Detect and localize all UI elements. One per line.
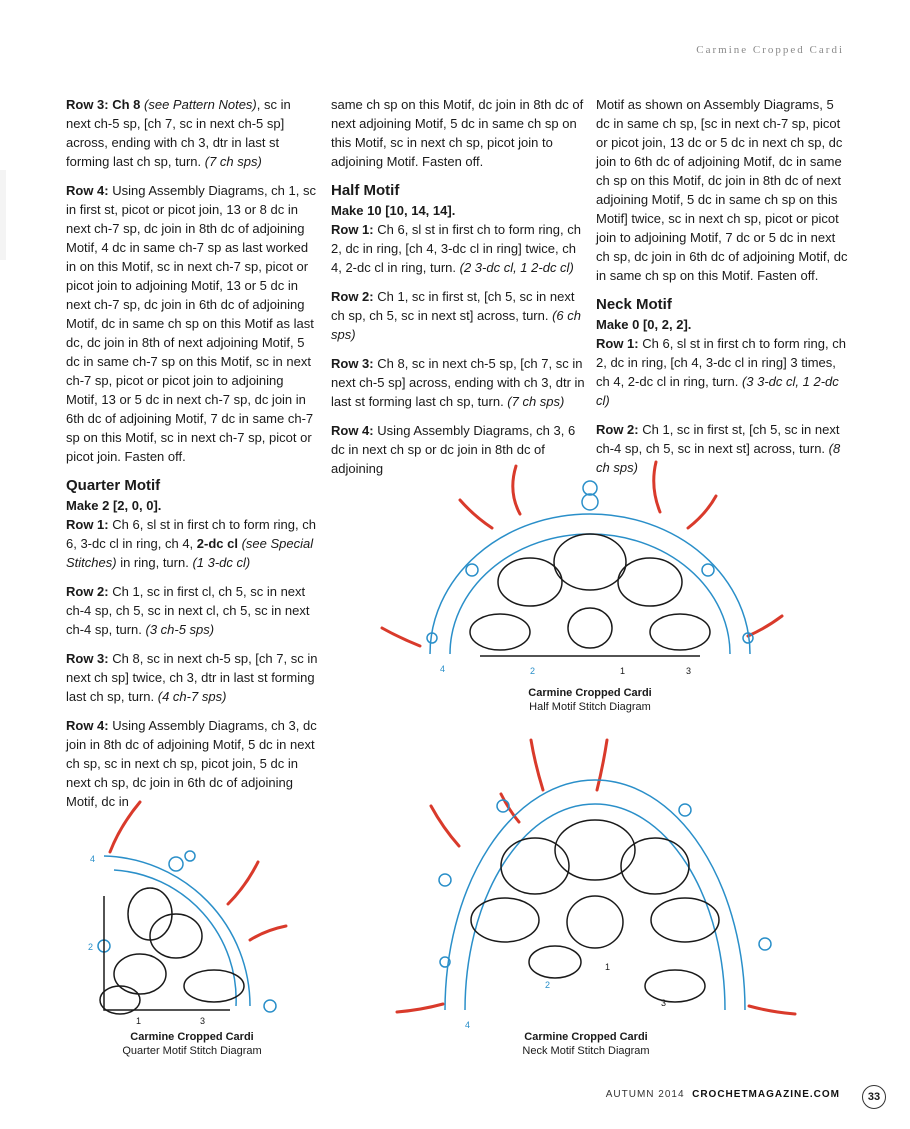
- arrow: [749, 1006, 795, 1014]
- diagram-arrows: [110, 802, 286, 940]
- continued-paragraph: same ch sp on this Motif, dc join in 8th dc of next adjoining Motif, 5 dc in same ch sp on this Motif, sc in next ch sp, picot join to adjoining Motif. Fasten off.: [331, 97, 584, 169]
- row-number: 1: [136, 1016, 142, 1026]
- row-label: Row 1:: [596, 336, 639, 351]
- page-number: 33: [862, 1085, 886, 1109]
- section-title-quarter: Quarter Motif: [66, 477, 161, 494]
- section-title-neck: Neck Motif: [596, 296, 672, 313]
- website-link[interactable]: CROCHETMAGAZINE.COM: [692, 1089, 840, 1100]
- row-text: Ch 1, sc in first st, [ch 5, sc in next ch sp, ch 5, sc in next st] across, turn.: [331, 289, 575, 323]
- arrow: [110, 802, 140, 852]
- diagram-inner-rounds: [471, 820, 719, 1002]
- half-motif-caption: [480, 686, 700, 714]
- row-label: Row 2:: [596, 422, 639, 437]
- row-label: Row 3:: [331, 356, 374, 371]
- arrow: [228, 862, 258, 904]
- arrow: [501, 794, 519, 822]
- caption-subtitle: Half Motif Stitch Diagram: [529, 701, 651, 713]
- note-ref: (see Special Stitches): [66, 536, 314, 570]
- diagram-arrows: [382, 462, 782, 646]
- row-number: 2: [530, 666, 536, 676]
- note-ref: (see Pattern Notes): [144, 97, 257, 112]
- h-row3-paragraph: [331, 354, 585, 411]
- stitch-count: (2 3-dc cl, 1 2-dc cl): [459, 260, 574, 275]
- diagram-outer-round: [439, 780, 771, 1010]
- make-count: Make 0 [0, 2, 2].: [596, 317, 692, 332]
- half-motif-stitch-diagram: [370, 452, 810, 682]
- row-number: 3: [686, 666, 692, 676]
- stitch-count: (8 ch sps): [596, 441, 841, 475]
- caption-title: Carmine Cropped Cardi: [528, 687, 652, 699]
- column-3: [596, 95, 850, 487]
- row-number: 2: [545, 980, 551, 990]
- row-lead: Ch 8: [108, 97, 145, 112]
- row-label: Row 4:: [66, 183, 109, 198]
- stitch-count: (6 ch sps): [331, 308, 581, 342]
- row-number: 4: [465, 1020, 471, 1030]
- margin-tab: [0, 170, 6, 260]
- h-row1-paragraph: [331, 220, 585, 277]
- arrow: [748, 616, 782, 636]
- row-text: Ch 8, sc in next ch-5 sp, [ch 7, sc in next ch sp] twice, ch 3, dtr in last st forming last ch sp, turn.: [66, 651, 318, 704]
- issue-label: AUTUMN 2014: [605, 1089, 685, 1100]
- row-label: Row 2:: [331, 289, 374, 304]
- row-label: Row 1:: [66, 517, 109, 532]
- quarter-motif-caption: [82, 1030, 302, 1058]
- q-row2-paragraph: [66, 582, 318, 639]
- row-text: in ring, turn.: [116, 555, 193, 570]
- caption-title: Carmine Cropped Cardi: [130, 1031, 254, 1043]
- diagram-outer-round: [427, 481, 753, 654]
- row-text: Ch 6, sl st in first ch to form ring, ch 2, dc in ring, [ch 4, 3-dc cl in ring] 3 times, ch 4, 2-dc cl in ring, turn.: [596, 336, 846, 389]
- caption-subtitle: Quarter Motif Stitch Diagram: [122, 1045, 262, 1057]
- row-text: Using Assembly Diagrams, ch 3, dc join in 8th dc of adjoining Motif, 5 dc in next ch sp, sc in next ch sp, picot join, 5 dc in next ch sp, dc join in 6th dc of adjoining Motif, dc in: [66, 718, 317, 809]
- continued-paragraph: Motif as shown on Assembly Diagrams, 5 dc in same ch sp, [sc in next ch-7 sp, picot or picot join, 13 dc or 5 dc in next ch sp, dc join to 6th dc of adjoining Motif, dc in same ch sp on this Motif, dc join in 8th dc of next adjoining Motif, 5 dc in same ch sp on this Motif] twice, sc in next ch sp, picot or picot join to adjoining Motif, 7 dc or 5 dc in next ch sp, dc join in 6th dc of adjoining Motif, dc in same ch sp on this Motif. Fasten off.: [596, 97, 848, 283]
- row-text: Ch 6, sl st in first ch to form ring, ch 2, dc in ring, [ch 4, 3-dc cl in ring] twice, ch 4, 2-dc cl in ring, turn.: [331, 222, 581, 275]
- neck-motif-caption: [476, 1030, 696, 1058]
- make-count: Make 10 [10, 14, 14].: [331, 203, 456, 218]
- arrow: [597, 740, 607, 790]
- arrow: [397, 1004, 443, 1012]
- quarter-motif-stitch-diagram: [80, 796, 300, 1028]
- arrow: [531, 740, 543, 790]
- h-row2-paragraph: [331, 287, 585, 344]
- page-footer: [606, 1089, 840, 1100]
- row-label: Row 3:: [66, 97, 109, 112]
- row-label: Row 1:: [331, 222, 374, 237]
- row-text: Ch 6, sl st in first ch to form ring, ch 6, 3-dc cl in ring, ch 4,: [66, 517, 316, 551]
- row-number: 1: [620, 666, 626, 676]
- arrow: [460, 500, 492, 528]
- diagram-arrows: [397, 740, 795, 1014]
- neck-motif-stitch-diagram: [385, 730, 805, 1030]
- row-number: 3: [200, 1016, 206, 1026]
- row-label: Row 4:: [331, 423, 374, 438]
- q-row1-paragraph: [66, 515, 318, 572]
- stitch-count: (7 ch sps): [507, 394, 565, 409]
- column-2: [331, 95, 585, 488]
- arrow: [382, 628, 420, 646]
- caption-title: Carmine Cropped Cardi: [524, 1031, 648, 1043]
- row-text: Ch 1, sc in first st, [ch 5, sc in next ch-4 sp, ch 5, sc in next st] across, turn.: [596, 422, 840, 456]
- section-title-half: Half Motif: [331, 182, 400, 199]
- diagram-inner-rounds: [470, 534, 710, 656]
- row-number: 1: [605, 962, 611, 972]
- row-label: Row 2:: [66, 584, 109, 599]
- row-label: Row 4:: [66, 718, 109, 733]
- make-count: Make 2 [2, 0, 0].: [66, 498, 162, 513]
- row3-paragraph: [66, 95, 318, 171]
- row-number: 2: [88, 942, 94, 952]
- row-number: 4: [90, 854, 96, 864]
- stitch-count: (7 ch sps): [204, 154, 262, 169]
- column-1: [66, 95, 318, 821]
- row-text: Using Assembly Diagrams, ch 3, 6 dc in next ch sp or dc join in 8th dc of adjoining: [331, 423, 576, 476]
- row4-paragraph: [66, 181, 318, 466]
- row-text: , sc in next ch-5 sp, [ch 7, sc in next ch-5 sp] across, ending with ch 3, dtr in last st forming last ch sp, turn.: [66, 97, 291, 169]
- row-numbers: [440, 664, 691, 676]
- arrow: [654, 462, 660, 512]
- row-label: Row 3:: [66, 651, 109, 666]
- arrow: [513, 466, 520, 514]
- stitch-count: (3 ch-5 sps): [145, 622, 215, 637]
- row-text: Ch 8, sc in next ch-5 sp, [ch 7, sc in next ch-5 sp] across, ending with ch 3, dtr in last st forming last ch sp, turn.: [331, 356, 585, 409]
- stitch-term: 2-dc cl: [196, 536, 238, 551]
- stitch-count: (1 3-dc cl): [192, 555, 251, 570]
- row-numbers: [465, 962, 666, 1030]
- stitch-count: (3 3-dc cl, 1 2-dc cl): [596, 374, 839, 408]
- arrow: [250, 926, 286, 940]
- diagram-inner-rounds: [100, 888, 244, 1014]
- arrow: [431, 806, 459, 846]
- arrow: [688, 496, 716, 528]
- row-text: Using Assembly Diagrams, ch 1, sc in first st, picot or picot join, 13 or 8 dc in next ch-7 sp, dc join in 8th dc of adjoining Motif, 4 dc in same ch-7 sp as last worked in on this Motif, sc in next ch-7 sp, picot or picot join to adjoining Motif, 13 or 5 dc in next ch-7 sp, dc join in 6th dc of adjoining Motif, dc in same ch sp on this Motif as last dc, dc join in 8th of next adjoining Motif, 5 dc in same ch-7 sp on this Motif, sc in next ch-7 sp, picot or picot join to adjoining Motif, 13 or 5 dc in next ch-7 sp, dc join in 6th dc of adjoining Motif, 7 dc in same ch-7 sp on this Motif, sc in next ch-7 sp, picot or picot join. Fasten off.: [66, 183, 316, 464]
- row-text: Ch 1, sc in first cl, ch 5, sc in next ch-4 sp, ch 5, sc in next cl, ch 5, sc in next ch-4 sp, turn.: [66, 584, 310, 637]
- running-header: Carmine Cropped Cardi: [696, 44, 844, 56]
- caption-subtitle: Neck Motif Stitch Diagram: [522, 1045, 650, 1057]
- stitch-count: (4 ch-7 sps): [157, 689, 227, 704]
- row-number: 4: [440, 664, 446, 674]
- q-row3-paragraph: [66, 649, 318, 706]
- n-row1-paragraph: [596, 334, 850, 410]
- row-number: 3: [661, 998, 667, 1008]
